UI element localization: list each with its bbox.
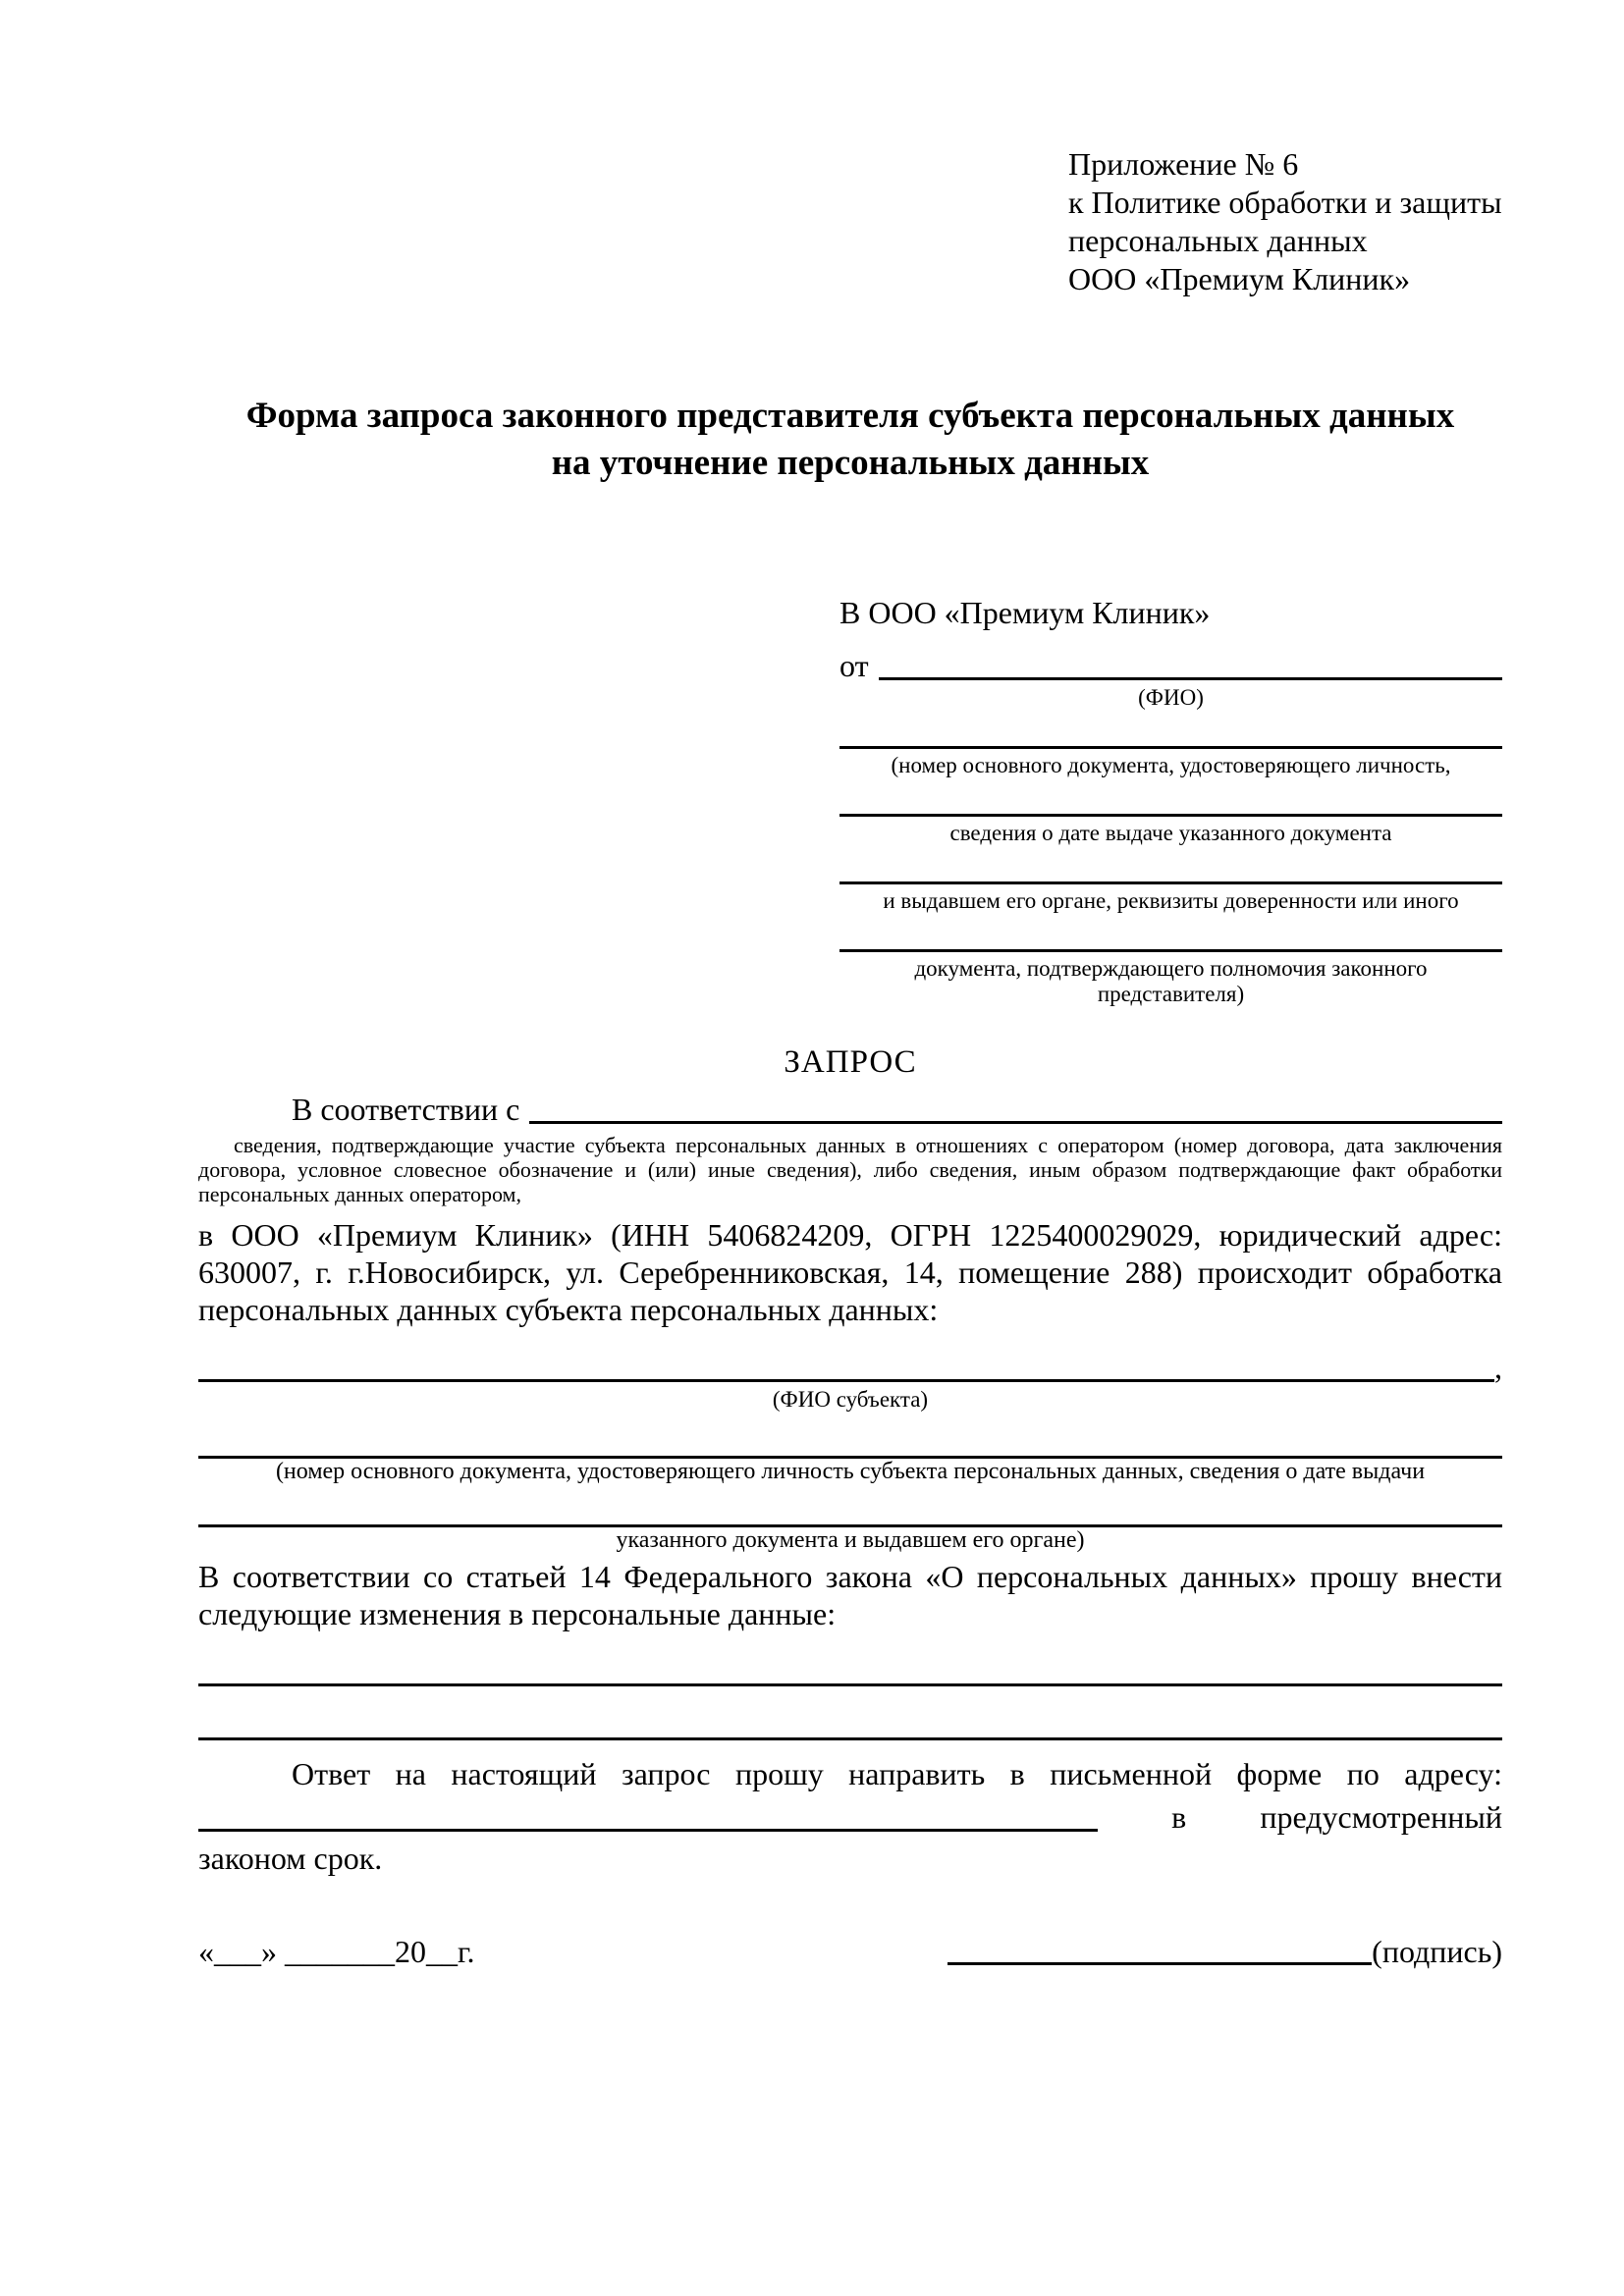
changes-field-line xyxy=(198,1632,1502,1686)
representative-doc-caption: и выдавшем его органе, реквизиты доверенности или иного xyxy=(883,888,1459,913)
subject-fio-field-line xyxy=(198,1348,1494,1382)
accordance-lead: В соответствии с xyxy=(292,1092,520,1127)
reply-paragraph-line3: законом срок. xyxy=(198,1841,383,1876)
subject-doc-field-line xyxy=(198,1495,1502,1527)
representative-doc-field-line xyxy=(839,782,1502,817)
subject-doc-field-line xyxy=(198,1426,1502,1459)
from-row xyxy=(839,646,1502,685)
appendix-line: к Политике обработки и защиты xyxy=(1068,185,1502,220)
reply-word: предусмотренный xyxy=(1260,1799,1502,1835)
representative-doc-field-line xyxy=(839,850,1502,884)
form-title-line2: на уточнение персональных данных xyxy=(551,443,1150,483)
appendix-line: Приложение № 6 xyxy=(1068,146,1299,182)
appendix-line: ООО «Премиум Клиник» xyxy=(1068,261,1411,296)
appendix-line: персональных данных xyxy=(1068,223,1368,258)
subject-doc-caption: (номер основного документа, удостоверяющего личность субъекта персональных данных, сведения о дате выдачи xyxy=(275,1459,1426,1484)
subject-fio-caption: (ФИО субъекта) xyxy=(772,1387,929,1412)
subject-doc-caption: указанного документа и выдавшем его органе) xyxy=(616,1527,1085,1553)
representative-doc-caption: сведения о дате выдаче указанного документа xyxy=(949,821,1392,845)
reply-paragraph-line1: Ответ на настоящий запрос прошу направить в письменной форме по адресу: xyxy=(292,1756,1502,1791)
request-heading: ЗАПРОС xyxy=(784,1044,917,1080)
document-content xyxy=(198,0,1502,1971)
representative-doc-caption: (номер основного документа, удостоверяющего личность, xyxy=(891,753,1451,777)
from-label: от xyxy=(839,648,869,683)
representative-doc-field-line xyxy=(839,918,1502,952)
signature-group xyxy=(947,1929,1502,1971)
accordance-row xyxy=(198,1090,1502,1129)
date-signature-row xyxy=(198,1929,1502,1971)
representative-doc-caption: документа, подтверждающего полномочия законного представителя) xyxy=(914,956,1428,1006)
date-blank: «___» _______20__г. xyxy=(198,1934,475,1969)
trailing-comma: , xyxy=(1494,1350,1502,1385)
appendix-header xyxy=(1068,145,1510,298)
addressee-organization: В ООО «Премиум Клиник» xyxy=(839,595,1211,630)
representative-doc-field-line xyxy=(839,715,1502,749)
addressee-block xyxy=(839,593,1502,1007)
form-title xyxy=(198,393,1502,487)
signature-field-line xyxy=(947,1929,1372,1965)
representative-fio-field-line xyxy=(879,646,1502,680)
operator-paragraph: в ООО «Премиум Клиник» (ИНН 5406824209, ОГРН 1225400029029, юридический адрес: 630007, г. г.Новосибирск, ул. Серебренниковская, 14, помещение 288) происходит обработка персональных данных субъекта персональных данных: xyxy=(198,1217,1502,1327)
reply-word: в xyxy=(1171,1799,1187,1835)
accordance-field-line xyxy=(529,1090,1502,1124)
law-paragraph: В соответствии со статьей 14 Федерального закона «О персональных данных» прошу внести следующие изменения в персональные данные: xyxy=(198,1559,1502,1631)
fio-caption: (ФИО) xyxy=(1138,685,1204,710)
subject-fio-row xyxy=(198,1348,1502,1387)
signature-caption: (подпись) xyxy=(1372,1934,1502,1969)
accordance-footnote: сведения, подтверждающие участие субъекта персональных данных в отношениях с оператором (номер договора, дата заключения договора, условное словесное обозначение и (или) иные сведения), либо сведения, иным образом подтверждающие факт обработки персональных данных оператором, xyxy=(198,1133,1502,1206)
reply-address-row xyxy=(198,1795,1502,1837)
reply-address-field-line xyxy=(198,1795,1098,1832)
changes-field-line xyxy=(198,1686,1502,1740)
form-title-line1: Форма запроса законного представителя субъекта персональных данных xyxy=(245,396,1455,436)
